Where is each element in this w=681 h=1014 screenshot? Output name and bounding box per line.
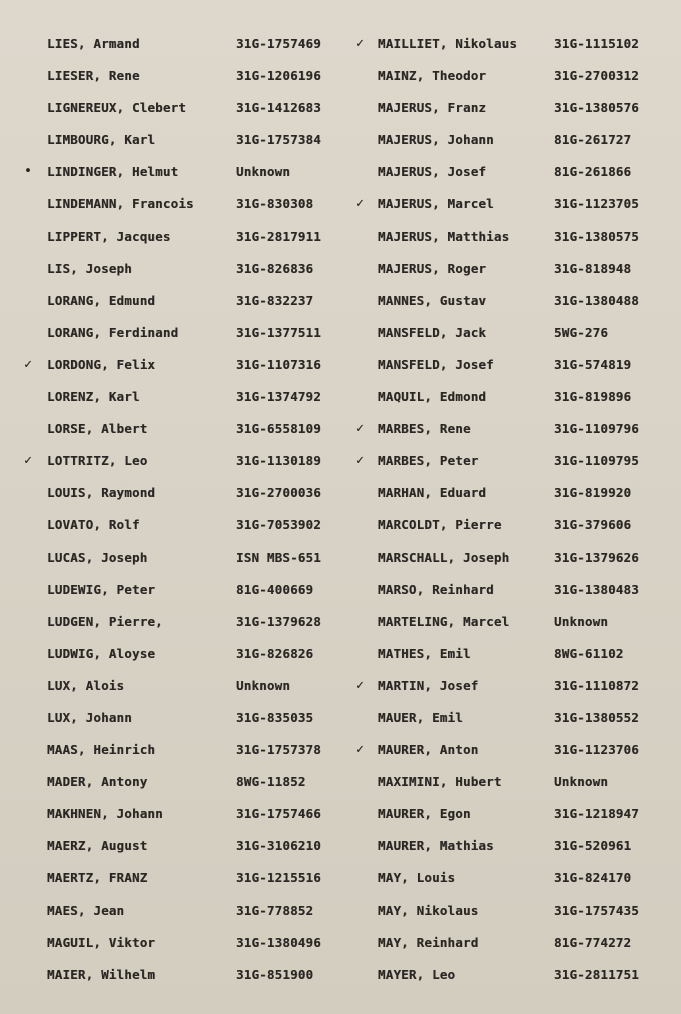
roster-entry xyxy=(0,736,340,768)
check-mark: ✓ xyxy=(356,677,365,693)
roster-entry xyxy=(0,897,340,929)
person-name: LUX, Johann xyxy=(47,709,132,725)
roster-entry xyxy=(0,287,340,319)
person-name: LUDGEN, Pierre, xyxy=(47,613,163,629)
serial-number: 31G-1380552 xyxy=(554,709,639,725)
serial-number: 31G-826836 xyxy=(236,260,314,276)
serial-number: Unknown xyxy=(554,613,609,629)
roster-entry xyxy=(340,94,681,126)
serial-number: 31G-1109796 xyxy=(554,421,639,437)
person-name: MARBES, Peter xyxy=(378,453,479,469)
roster-entry xyxy=(0,351,340,383)
roster-entry xyxy=(0,383,340,415)
serial-number: 31G-1374792 xyxy=(236,389,321,405)
person-name: LORENZ, Karl xyxy=(47,389,140,405)
serial-number: 31G-819920 xyxy=(554,485,632,501)
person-name: MAJERUS, Marcel xyxy=(378,196,494,212)
person-name: MAJERUS, Matthias xyxy=(378,228,510,244)
person-name: LORANG, Edmund xyxy=(47,292,156,308)
roster-entry xyxy=(340,640,681,672)
serial-number: Unknown xyxy=(236,164,291,180)
roster-entry xyxy=(340,576,681,608)
roster-entry xyxy=(0,511,340,543)
person-name: LINDEMANN, Francois xyxy=(47,196,194,212)
roster-entry xyxy=(0,62,340,94)
roster-entry xyxy=(0,255,340,287)
serial-number: 31G-1412683 xyxy=(236,100,321,116)
person-name: MAQUIL, Edmond xyxy=(378,389,487,405)
person-name: MAJERUS, Johann xyxy=(378,132,494,148)
person-name: MAJERUS, Josef xyxy=(378,164,487,180)
serial-number: ISN MBS-651 xyxy=(236,549,321,565)
serial-number: 5WG-276 xyxy=(554,324,609,340)
serial-number: 31G-3106210 xyxy=(236,838,321,854)
roster-entry xyxy=(340,30,681,62)
person-name: LUX, Alois xyxy=(47,677,125,693)
serial-number: 31G-1757435 xyxy=(554,902,639,918)
serial-number: 31G-574819 xyxy=(554,356,632,372)
roster-entry xyxy=(0,768,340,800)
person-name: MAINZ, Theodor xyxy=(378,68,487,84)
roster-entry xyxy=(340,479,681,511)
person-name: LUDWIG, Aloyse xyxy=(47,645,156,661)
entry-mark: • xyxy=(24,164,33,180)
person-name: LIPPERT, Jacques xyxy=(47,228,171,244)
roster-entry xyxy=(340,126,681,158)
roster-entry xyxy=(340,544,681,576)
serial-number: 31G-1123706 xyxy=(554,742,639,758)
person-name: LINDINGER, Helmut xyxy=(47,164,179,180)
person-name: MAURER, Mathias xyxy=(378,838,494,854)
roster-entry xyxy=(340,897,681,929)
serial-number: 31G-1115102 xyxy=(554,36,639,51)
person-name: MANSFELD, Jack xyxy=(378,324,487,340)
roster-entry xyxy=(0,608,340,640)
check-mark: ✓ xyxy=(356,421,365,437)
serial-number: 31G-379606 xyxy=(554,517,632,533)
person-name: LIES, Armand xyxy=(47,36,140,51)
person-name: MAXIMINI, Hubert xyxy=(378,774,502,790)
check-mark: ✓ xyxy=(24,453,33,469)
serial-number: 81G-261727 xyxy=(554,132,632,148)
roster-entry xyxy=(0,94,340,126)
person-name: LOUIS, Raymond xyxy=(47,485,156,501)
person-name: MAJERUS, Franz xyxy=(378,100,487,116)
serial-number: 31G-1107316 xyxy=(236,356,321,372)
roster-entry xyxy=(340,800,681,832)
check-mark: ✓ xyxy=(356,196,365,212)
person-name: MARSCHALL, Joseph xyxy=(378,549,510,565)
serial-number: 31G-1379626 xyxy=(554,549,639,565)
serial-number: Unknown xyxy=(554,774,609,790)
serial-number: 31G-1380576 xyxy=(554,100,639,116)
person-name: MAY, Reinhard xyxy=(378,934,479,950)
person-name: MAERTZ, FRANZ xyxy=(47,870,148,886)
person-name: MAERZ, August xyxy=(47,838,148,854)
serial-number: 31G-1380575 xyxy=(554,228,639,244)
roster-entry xyxy=(0,672,340,704)
person-name: MAGUIL, Viktor xyxy=(47,934,156,950)
person-name: LUDEWIG, Peter xyxy=(47,581,156,597)
check-mark: ✓ xyxy=(24,356,33,372)
roster-entry xyxy=(340,255,681,287)
person-name: MAURER, Anton xyxy=(378,742,479,758)
person-name: LORSE, Albert xyxy=(47,421,148,437)
person-name: LORDONG, Felix xyxy=(47,356,156,372)
roster-entry xyxy=(340,190,681,222)
serial-number: 31G-1757469 xyxy=(236,36,321,51)
serial-number: 8WG-11852 xyxy=(236,774,306,790)
person-name: LIMBOURG, Karl xyxy=(47,132,156,148)
person-name: MARSO, Reinhard xyxy=(378,581,494,597)
serial-number: 31G-2700036 xyxy=(236,485,321,501)
serial-number: 31G-7053902 xyxy=(236,517,321,533)
serial-number: 31G-1377511 xyxy=(236,324,321,340)
serial-number: 31G-1206196 xyxy=(236,68,321,84)
serial-number: 31G-778852 xyxy=(236,902,314,918)
person-name: LIESER, Rene xyxy=(47,68,140,84)
roster-entry xyxy=(0,190,340,222)
roster-entry xyxy=(340,223,681,255)
serial-number: 8WG-61102 xyxy=(554,645,624,661)
roster-entry xyxy=(0,158,340,190)
roster-entry xyxy=(0,544,340,576)
roster-entry xyxy=(340,961,681,993)
person-name: LIS, Joseph xyxy=(47,260,132,276)
serial-number: 81G-261866 xyxy=(554,164,632,180)
person-name: MARBES, Rene xyxy=(378,421,471,437)
person-name: MARTIN, Josef xyxy=(378,677,479,693)
person-name: MADER, Antony xyxy=(47,774,148,790)
serial-number: 31G-830308 xyxy=(236,196,314,212)
person-name: LUCAS, Joseph xyxy=(47,549,148,565)
serial-number: 31G-1757466 xyxy=(236,806,321,822)
roster-entry xyxy=(340,864,681,896)
roster-entry xyxy=(340,704,681,736)
roster-entry xyxy=(0,640,340,672)
serial-number: 31G-1379628 xyxy=(236,613,321,629)
left-name-column xyxy=(0,30,340,993)
roster-entry xyxy=(0,415,340,447)
serial-number: 31G-818948 xyxy=(554,260,632,276)
roster-entry xyxy=(0,223,340,255)
roster-entry xyxy=(340,319,681,351)
person-name: MARHAN, Eduard xyxy=(378,485,487,501)
roster-entry xyxy=(340,511,681,543)
roster-entry xyxy=(340,415,681,447)
person-name: MAY, Nikolaus xyxy=(378,902,479,918)
roster-entry xyxy=(340,351,681,383)
serial-number: 31G-851900 xyxy=(236,966,314,982)
serial-number: 31G-826826 xyxy=(236,645,314,661)
roster-entry xyxy=(0,832,340,864)
serial-number: 31G-1215516 xyxy=(236,870,321,886)
person-name: MAES, Jean xyxy=(47,902,125,918)
serial-number: 31G-1380488 xyxy=(554,292,639,308)
roster-entry xyxy=(340,287,681,319)
person-name: MAURER, Egon xyxy=(378,806,471,822)
person-name: MATHES, Emil xyxy=(378,645,471,661)
roster-entry xyxy=(340,447,681,479)
serial-number: 31G-1757378 xyxy=(236,742,321,758)
serial-number: 31G-1757384 xyxy=(236,132,321,148)
person-name: LORANG, Ferdinand xyxy=(47,324,179,340)
serial-number: 31G-520961 xyxy=(554,838,632,854)
serial-number: 31G-1110872 xyxy=(554,677,639,693)
roster-entry xyxy=(340,768,681,800)
check-mark: ✓ xyxy=(356,742,365,758)
serial-number: 31G-2817911 xyxy=(236,228,321,244)
roster-entry xyxy=(0,479,340,511)
serial-number: 81G-774272 xyxy=(554,934,632,950)
person-name: MAILLIET, Nikolaus xyxy=(378,36,518,51)
person-name: LOVATO, Rolf xyxy=(47,517,140,533)
person-name: MAIER, Wilhelm xyxy=(47,966,156,982)
person-name: MAY, Louis xyxy=(378,870,456,886)
person-name: LIGNEREUX, Clebert xyxy=(47,100,187,116)
serial-number: 31G-1130189 xyxy=(236,453,321,469)
roster-entry xyxy=(0,126,340,158)
roster-entry xyxy=(340,832,681,864)
roster-entry xyxy=(340,608,681,640)
roster-entry xyxy=(340,929,681,961)
serial-number: 31G-6558109 xyxy=(236,421,321,437)
serial-number: 31G-2811751 xyxy=(554,966,639,982)
serial-number: 81G-400669 xyxy=(236,581,314,597)
serial-number: 31G-1380483 xyxy=(554,581,639,597)
person-name: LOTTRITZ, Leo xyxy=(47,453,148,469)
person-name: MANNES, Gustav xyxy=(378,292,487,308)
person-name: MARCOLDT, Pierre xyxy=(378,517,502,533)
roster-entry xyxy=(0,447,340,479)
roster-entry xyxy=(0,576,340,608)
serial-number: 31G-1218947 xyxy=(554,806,639,822)
roster-entry xyxy=(340,158,681,190)
roster-entry xyxy=(0,319,340,351)
serial-number: 31G-832237 xyxy=(236,292,314,308)
roster-entry xyxy=(340,736,681,768)
roster-entry xyxy=(0,704,340,736)
check-mark: ✓ xyxy=(356,453,365,469)
person-name: MANSFELD, Josef xyxy=(378,356,494,372)
serial-number: 31G-819896 xyxy=(554,389,632,405)
serial-number: 31G-1109795 xyxy=(554,453,639,469)
roster-entry xyxy=(0,929,340,961)
roster-entry xyxy=(0,864,340,896)
person-name: MAJERUS, Roger xyxy=(378,260,487,276)
serial-number: 31G-824170 xyxy=(554,870,632,886)
person-name: MAYER, Leo xyxy=(378,966,456,982)
person-name: MAUER, Emil xyxy=(378,709,463,725)
serial-number: 31G-1380496 xyxy=(236,934,321,950)
roster-entry xyxy=(340,672,681,704)
serial-number: 31G-1123705 xyxy=(554,196,639,212)
person-name: MARTELING, Marcel xyxy=(378,613,510,629)
roster-entry xyxy=(340,62,681,94)
serial-number: 31G-2700312 xyxy=(554,68,639,84)
roster-entry xyxy=(0,800,340,832)
right-name-column xyxy=(340,30,681,993)
roster-entry xyxy=(0,30,340,62)
roster-entry xyxy=(0,961,340,993)
serial-number: 31G-835035 xyxy=(236,709,314,725)
roster-entry xyxy=(340,383,681,415)
person-name: MAKHNEN, Johann xyxy=(47,806,163,822)
person-name: MAAS, Heinrich xyxy=(47,742,156,758)
serial-number: Unknown xyxy=(236,677,291,693)
check-mark: ✓ xyxy=(356,36,365,51)
